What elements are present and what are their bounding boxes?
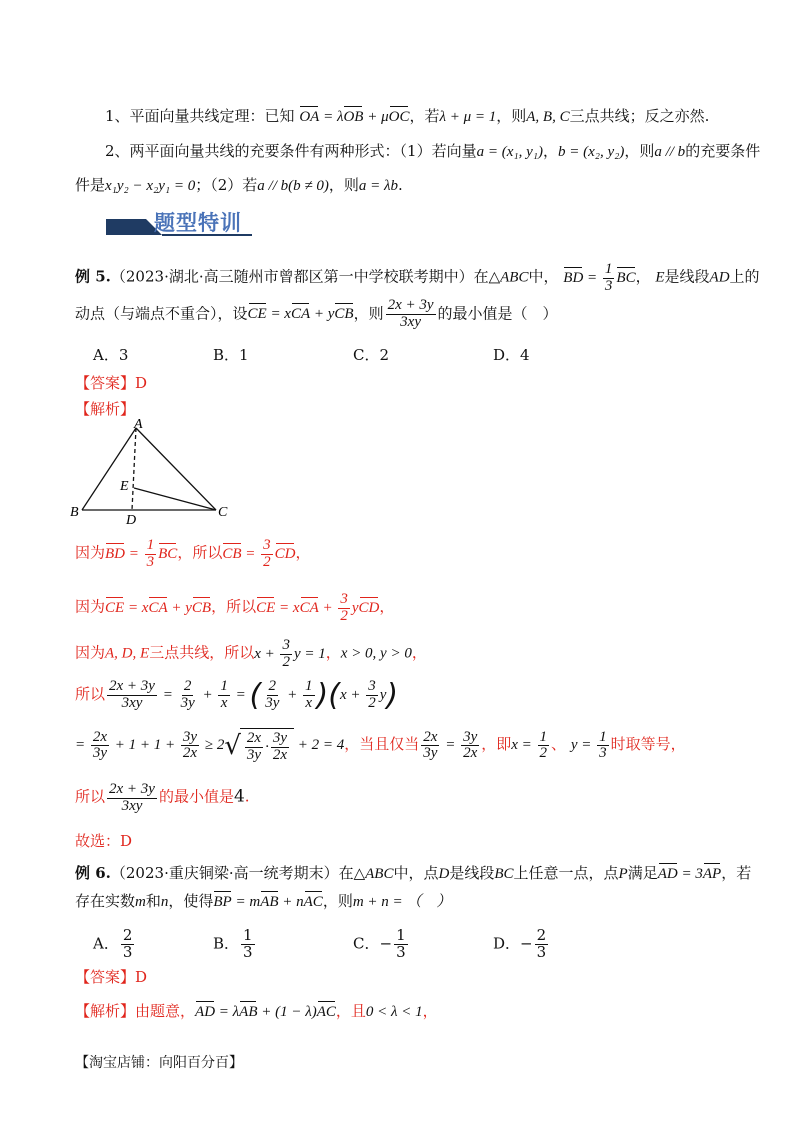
ex5-step-4: 所以 $\frac{2x + 3y}{3xy}$ = $\frac{2}{3y}$ + $\frac{1}{x}$ = ( $\frac{2}{3y}$ + $\frac{1}{x}$ )(x + $\frac{3}{2}$ y) [75, 678, 399, 713]
ex5-option-b: B．1 [213, 346, 249, 364]
ex6-option-d: D．− $\frac{2}{3}$ [493, 926, 547, 961]
ex6-option-a: A． $\frac{2}{3}$ [93, 926, 133, 961]
point-e-label: E [120, 479, 129, 494]
ex5-step-3: 因为A, D, E三点共线，所以x + $\frac{3}{2}$ y = 1，x > 0, y > 0， [75, 637, 427, 670]
ex5-step-1: 因为BD = $\frac{1}{3}$ BC，所以CB = $\frac{3}{2}$ CD， [75, 537, 311, 570]
ex5-analysis-label: 【解析】 [75, 400, 136, 418]
theory-item-2: 2、两平面向量共线的充要条件有两种形式：（1）若向量a = (x₁, y₁)，b = (x₂, y₂)，则a // b的充要条件 [105, 142, 761, 160]
ex6-line-2: 存在实数m和n，使得BP = mAB + nAC，则m + n = （ ） [75, 892, 452, 910]
ex6-line-1: 例 6.（2023·重庆铜梁·高一统考期末）在△ABC中，点D是线段BC上任意一点，点P满足AD = 3AP，若 [75, 864, 752, 882]
theory-item-2-line-2: 件是x₁y₂ − x₂y₁ = 0；（2）若a // b(b ≠ 0)，则a = λb. [75, 176, 403, 194]
banner-underline [162, 234, 252, 236]
vertex-b-label: B [70, 505, 79, 520]
collinear-formula: OA = λOB + μOC [299, 109, 410, 125]
vertex-c-label: C [218, 505, 228, 520]
ex5-step-2: 因为CE = xCA + yCB，所以CE = xCA + $\frac{3}{2}$ yCD， [75, 591, 395, 624]
ex5-line-1: 例 5.（2023·湖北·高三随州市曾都区第一中学校联考期中）在△ABC中， BD = $\frac{1}{3}$ BC， E是线段AD上的 [75, 261, 760, 294]
section-banner [106, 207, 252, 235]
vertex-a-label: A [134, 418, 143, 432]
triangle-figure [68, 418, 238, 526]
footer-shop: 【淘宝店铺：向阳百分百】 [75, 1055, 243, 1071]
banner-title: 题型特训 [154, 211, 242, 235]
point-d-label: D [126, 513, 137, 526]
ex5-step-5: = $\frac{2x}{3y}$ + 1 + 1 + $\frac{3y}{2x}$ ≥ 2 √ $\frac{2x}{3y}$ · $\frac{3y}{2x}$ + 2 = 4，当且仅当 $\frac{2x}{3y}$ = $\frac{3y}{2x}$ ，即x = $\frac{1}{2}$ 、 y = $\frac{1}{3}$ 时取等号， [75, 728, 686, 763]
ex5-option-d: D．4 [493, 346, 530, 364]
ex5-answer: 【答案】D [75, 374, 148, 392]
theory-item-1: 1、平面向量共线定理：已知 OA = λOB + μOC，若λ + μ = 1，则A, B, C三点共线；反之亦然. [105, 107, 710, 125]
ex5-option-c: C．2 [353, 346, 390, 364]
ex5-step-6: 所以 $\frac{2x + 3y}{3xy}$ 的最小值是4. [75, 781, 250, 814]
ex5-line-2: 动点（与端点不重合），设CE = xCA + yCB，则 $\frac{2x + 3y}{3xy}$ 的最小值是（ ） [75, 297, 558, 330]
ex6-option-b: B． $\frac{1}{3}$ [213, 926, 253, 961]
ex6-answer: 【答案】D [75, 968, 148, 986]
ex5-choose: 故选：D [75, 832, 133, 850]
banner-bar [106, 219, 146, 235]
ex6-analysis: 【解析】由题意，AD = λAB + (1 − λ)AC，且0 < λ < 1， [75, 1002, 438, 1020]
ex5-option-a: A．3 [93, 346, 129, 364]
ex6-option-c: C．− $\frac{1}{3}$ [353, 926, 406, 961]
